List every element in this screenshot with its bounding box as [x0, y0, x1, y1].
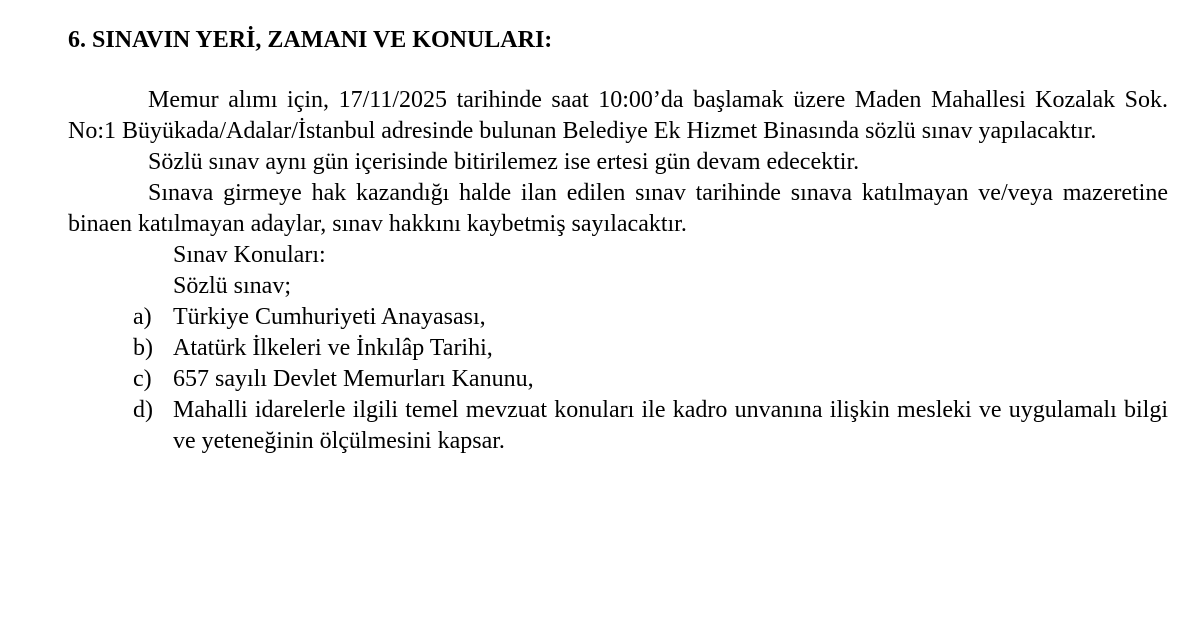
paragraph-continuation: Sözlü sınav aynı gün içerisinde bitirilemez ise ertesi gün devam edecektir. — [148, 149, 860, 175]
list-marker: c) — [133, 366, 152, 392]
section-body — [68, 85, 1168, 457]
list-item-text: 657 sayılı Devlet Memurları Kanunu, — [173, 366, 534, 392]
list-marker: a) — [133, 304, 152, 330]
list-item-text: Mahalli idarelerle ilgili temel mevzuat konuları ile kadro unvanına ilişkin mesleki ve uygulamalı bilgi ve yeteneğinin ölçülmesini kapsar. — [173, 397, 1168, 454]
list-item — [68, 364, 1168, 395]
topics-list — [68, 302, 1168, 457]
topics-subtitle: Sözlü sınav; — [173, 273, 291, 299]
document-page — [68, 24, 1168, 457]
section-heading: 6. SINAVIN YERİ, ZAMANI VE KONULARI: — [68, 27, 553, 53]
list-item-text: Atatürk İlkeleri ve İnkılâp Tarihi, — [173, 335, 493, 361]
list-item — [68, 302, 1168, 333]
list-item — [68, 395, 1168, 457]
list-marker: b) — [133, 335, 153, 361]
list-marker: d) — [133, 397, 153, 423]
paragraph-absence-rule: Sınava girmeye hak kazandığı halde ilan edilen sınav tarihinde sınava katılmayan ve/veya mazeretine binaen katılmayan adaylar, sınav hakkını kaybetmiş sayılacaktır. — [68, 180, 1168, 237]
list-item — [68, 333, 1168, 364]
topics-title: Sınav Konuları: — [173, 242, 326, 268]
list-item-text: Türkiye Cumhuriyeti Anayasası, — [173, 304, 486, 330]
paragraph-exam-location: Memur alımı için, 17/11/2025 tarihinde saat 10:00’da başlamak üzere Maden Mahallesi Kozalak Sok. No:1 Büyükada/Adalar/İstanbul adresinde bulunan Belediye Ek Hizmet Binasında sözlü sınav yapılacaktır. — [68, 87, 1168, 144]
